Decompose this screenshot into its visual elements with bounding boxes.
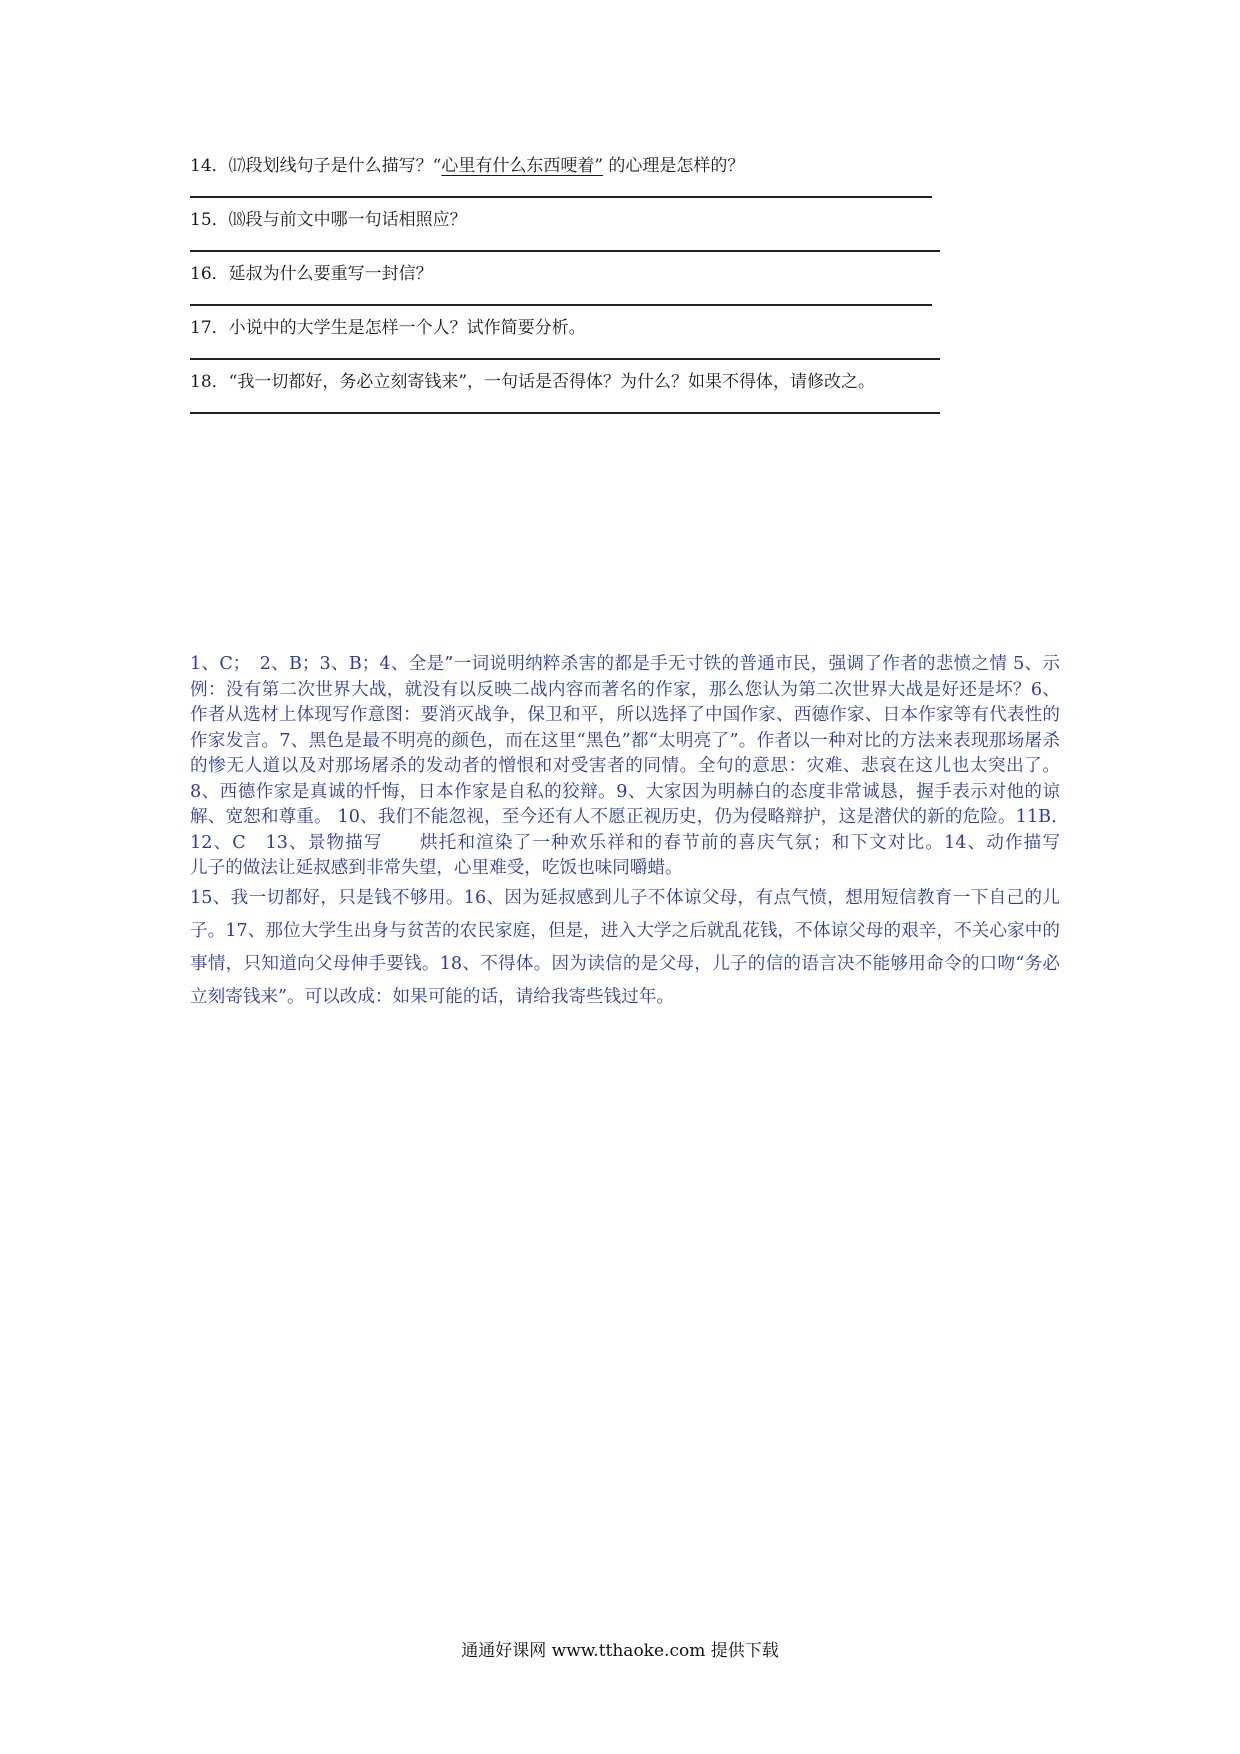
question-15-text: 15．⒅段与前文中哪一句话相照应？ xyxy=(190,210,467,230)
answer-line-14 xyxy=(190,196,932,198)
answer-line-18 xyxy=(190,412,940,414)
question-16 xyxy=(190,258,950,312)
answer-line-17 xyxy=(190,358,940,360)
questions-section xyxy=(190,150,950,420)
question-14 xyxy=(190,150,950,204)
question-17-text: 17．小说中的大学生是怎样一个人？试作简要分析。 xyxy=(190,318,586,338)
question-16-text: 16．延叔为什么要重写一封信？ xyxy=(190,264,433,284)
answer-key-part-1: 1、C； 2、B；3、B；4、全是”一词说明纳粹杀害的都是手无寸铁的普通市民，强调了作者的悲愤之情 5、示例：没有第二次世界大战，就没有以反映二战内容而著名的作家，那么您认为第二次世界大战是好还是坏？6、作者从选材上体现写作意图：要消灭战争，保卫和平，所以选择了中国作家、西德作家、日本作家等有代表性的作家发言。7、黑色是最不明亮的颜色，而在这里“黑色”都“太明亮了”。作者以一种对比的方法来表现那场屠杀的惨无人道以及对那场屠杀的发动者的憎恨和对受害者的同情。全句的意思：灾难、悲哀在这儿也太突出了。8、西德作家是真诚的忏悔，日本作家是自私的狡辩。9、大家因为明赫白的态度非常诚恳，握手表示对他的谅解、宽恕和尊重。 10、我们不能忽视，至今还有人不愿正视历史，仍为侵略辩护，这是潜伏的新的危险。11B． 12、C 13、景物描写 烘托和渲染了一种欢乐祥和的春节前的喜庆气氛；和下文对比。14、动作描写 儿子的做法让延叔感到非常失望，心里难受，吃饭也味同嚼蜡。 xyxy=(190,654,1096,878)
question-14-suffix: 的心理是怎样的？ xyxy=(603,156,745,176)
question-14-prefix: 14．⒄段划线句子是什么描写？“ xyxy=(190,156,442,176)
question-14-text xyxy=(190,154,744,178)
answer-key xyxy=(190,652,1096,1014)
question-15 xyxy=(190,204,950,258)
answer-line-16 xyxy=(190,304,932,306)
question-18 xyxy=(190,366,950,420)
answer-key-part-2: 15、我一切都好，只是钱不够用。16、因为延叔感到儿子不体谅父母，有点气愤，想用短信教育一下自己的儿子。17、那位大学生出身与贫苦的农民家庭，但是，进入大学之后就乱花钱，不体谅父母的艰辛，不关心家中的事情，只知道向父母伸手要钱。18、不得体。因为读信的是父母，儿子的信的语言决不能够用命令的口吻“务必立刻寄钱来”。可以改成：如果可能的话，请给我寄些钱过年。 xyxy=(190,887,1060,1007)
question-14-underlined-quote: 心里有什么东西哽着” xyxy=(441,156,604,176)
question-17 xyxy=(190,312,950,366)
answer-line-15 xyxy=(190,250,940,252)
page-footer: 通通好课网 www.tthaoke.com 提供下载 xyxy=(461,1641,779,1661)
question-18-text: 18．“我一切都好，务必立刻寄钱来”，一句话是否得体？为什么？如果不得体，请修改之。 xyxy=(190,372,876,392)
